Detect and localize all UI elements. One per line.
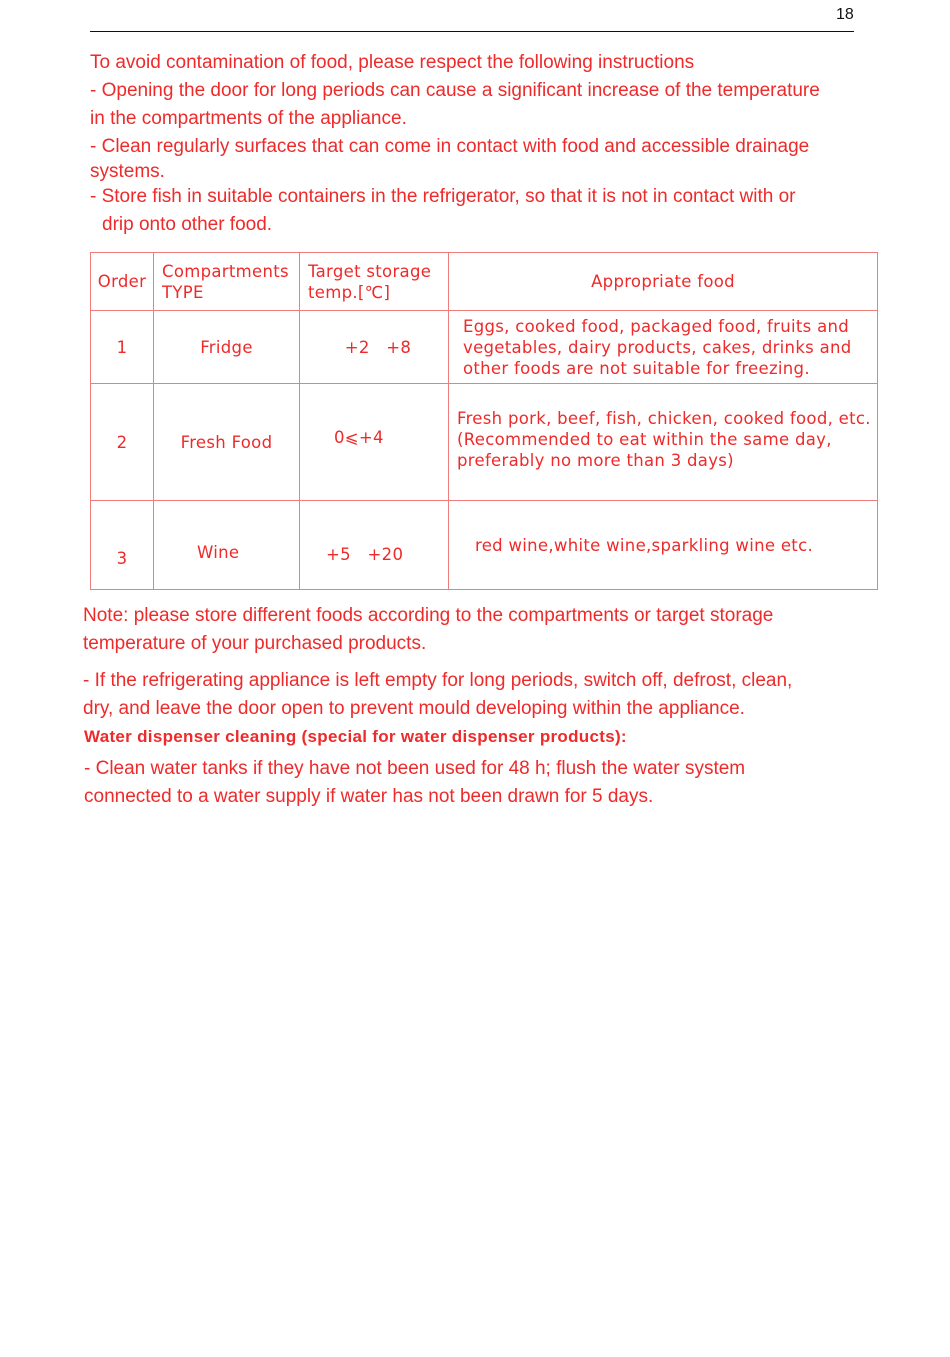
row-food-line: Eggs, cooked food, packaged food, fruits and <box>463 316 850 336</box>
row-food <box>449 311 878 384</box>
row-food-line: vegetables, dairy products, cakes, drinks and <box>463 337 852 357</box>
row-temperature-value: +5 +20 <box>326 545 404 564</box>
row-order: 1 <box>91 311 154 384</box>
table-row <box>91 501 878 590</box>
intro-line: To avoid contamination of food, please respect the following instructions <box>90 52 695 73</box>
row-compartment: Fresh Food <box>154 384 300 501</box>
dispenser-line: - Clean water tanks if they have not been used for 48 h; flush the water system <box>84 758 746 779</box>
storage-note <box>83 602 903 658</box>
row-temperature-value: 0⩽+4 <box>334 428 384 447</box>
row-compartment: Fridge <box>154 311 300 384</box>
row-food-line: (Recommended to eat within the same day, <box>457 430 832 449</box>
table-row <box>91 311 878 384</box>
row-temperature <box>300 384 449 501</box>
row-food-line: other foods are not suitable for freezing. <box>463 358 810 378</box>
dispenser-heading: Water dispenser cleaning (special for water dispenser products): <box>84 727 627 746</box>
intro-line: - Opening the door for long periods can cause a significant increase of the temperature <box>90 80 820 101</box>
intro-line: systems. <box>90 161 165 182</box>
empty-appliance-note <box>83 667 903 723</box>
header-compartments-line: TYPE <box>162 282 204 302</box>
header-temperature <box>300 253 449 311</box>
header-temperature-line: temp.[℃] <box>308 282 391 302</box>
empty-note-line: - If the refrigerating appliance is left empty for long periods, switch off, defrost, clean, <box>83 670 793 691</box>
row-order: 3 <box>91 501 154 590</box>
dispenser-line: connected to a water supply if water has not been drawn for 5 days. <box>84 786 654 807</box>
row-temperature-value: +2 +8 <box>344 337 412 357</box>
row-order: 2 <box>91 384 154 501</box>
empty-note-line: dry, and leave the door open to prevent mould developing within the appliance. <box>83 698 745 719</box>
row-temperature <box>300 311 449 384</box>
header-compartments-line: Compartments <box>162 261 289 281</box>
intro-line: drip onto other food. <box>102 214 273 235</box>
row-food-line: Fresh pork, beef, fish, chicken, cooked food, etc. <box>457 409 871 428</box>
header-appropriate-food: Appropriate food <box>449 253 878 311</box>
note-line: temperature of your purchased products. <box>83 633 427 654</box>
storage-table <box>90 252 878 590</box>
contamination-instructions <box>90 49 890 239</box>
header-compartments <box>154 253 300 311</box>
row-food <box>449 384 878 501</box>
row-food-line: preferably no more than 3 days) <box>457 451 734 470</box>
table-header-row <box>91 253 878 311</box>
row-food-line: red wine,white wine,sparkling wine etc. <box>475 536 813 555</box>
dispenser-instructions <box>84 755 904 811</box>
intro-line: - Clean regularly surfaces that can come in contact with food and accessible drainage <box>90 136 810 157</box>
table-row <box>91 384 878 501</box>
header-temperature-line: Target storage <box>308 261 432 281</box>
row-compartment: Wine <box>154 501 300 590</box>
row-food <box>449 501 878 590</box>
page-number: 18 <box>836 6 854 23</box>
intro-line: in the compartments of the appliance. <box>90 108 407 129</box>
note-line: Note: please store different foods according to the compartments or target storage <box>83 605 774 626</box>
row-temperature <box>300 501 449 590</box>
header-order: Order <box>91 253 154 311</box>
header-rule <box>90 31 854 32</box>
intro-line: - Store fish in suitable containers in the refrigerator, so that it is not in contact with or <box>90 186 796 207</box>
